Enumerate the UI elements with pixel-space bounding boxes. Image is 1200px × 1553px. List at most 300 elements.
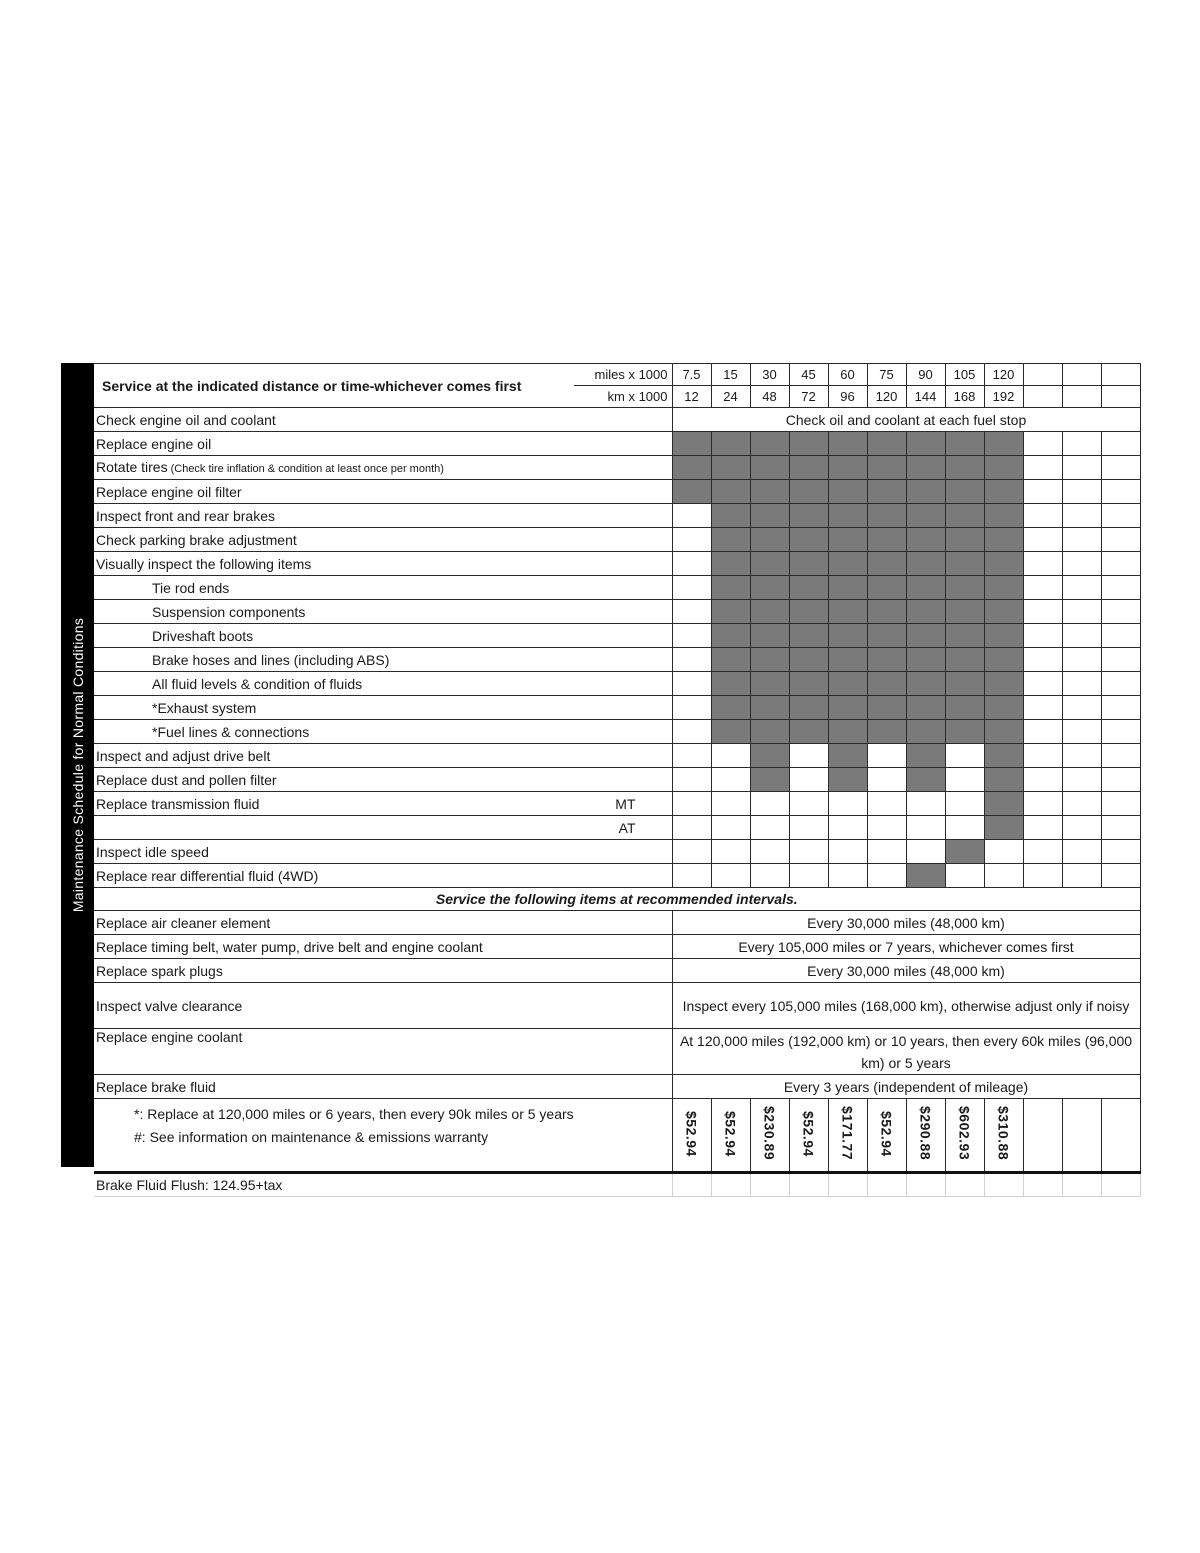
service-row-label: Replace engine oil xyxy=(94,432,672,456)
empty-cell xyxy=(711,864,750,888)
section-heading-row xyxy=(94,888,1140,911)
service-row-label: Inspect front and rear brakes xyxy=(94,504,672,528)
shaded-cell xyxy=(711,672,750,696)
interval-row xyxy=(94,1029,1140,1075)
service-row-label: Replace rear differential fluid (4WD) xyxy=(94,864,672,888)
empty-cell xyxy=(672,792,711,816)
service-row-label: Brake hoses and lines (including ABS) xyxy=(94,648,672,672)
service-row xyxy=(94,456,1140,480)
shaded-cell xyxy=(984,624,1023,648)
service-row-label: Suspension components xyxy=(94,600,672,624)
empty-cell xyxy=(1101,696,1140,720)
empty-cell xyxy=(906,840,945,864)
service-row xyxy=(94,648,1140,672)
empty-cell xyxy=(1062,528,1101,552)
empty-cell xyxy=(1062,552,1101,576)
empty-cell xyxy=(672,816,711,840)
price-cell xyxy=(711,1099,750,1173)
service-row xyxy=(94,600,1140,624)
shaded-cell xyxy=(828,696,867,720)
shaded-cell xyxy=(750,624,789,648)
empty-cell xyxy=(828,864,867,888)
service-row xyxy=(94,504,1140,528)
shaded-cell xyxy=(867,504,906,528)
maintenance-schedule-table xyxy=(94,363,1141,1197)
mt-label: MT xyxy=(615,795,636,812)
empty-cell xyxy=(945,864,984,888)
price-cell xyxy=(906,1099,945,1173)
shaded-cell xyxy=(945,576,984,600)
shaded-cell xyxy=(711,480,750,504)
service-row-label xyxy=(94,456,672,480)
shaded-cell xyxy=(906,552,945,576)
empty-cell xyxy=(1101,624,1140,648)
shaded-cell xyxy=(867,720,906,744)
check-oil-row xyxy=(94,408,1140,432)
empty-cell xyxy=(1023,648,1062,672)
empty-cell xyxy=(1101,504,1140,528)
empty-cell xyxy=(1023,768,1062,792)
shaded-cell xyxy=(984,576,1023,600)
shaded-cell xyxy=(867,552,906,576)
price-cell xyxy=(984,1099,1023,1173)
interval-row xyxy=(94,983,1140,1029)
interval-row-label: Inspect valve clearance xyxy=(94,983,672,1029)
empty-cell xyxy=(867,768,906,792)
empty-cell xyxy=(1062,1099,1101,1173)
shaded-cell xyxy=(789,720,828,744)
empty-cell xyxy=(1062,864,1101,888)
empty-cell xyxy=(1101,1173,1140,1197)
empty-cell xyxy=(1023,576,1062,600)
service-row xyxy=(94,768,1140,792)
empty-cell xyxy=(789,864,828,888)
empty-cell xyxy=(1101,600,1140,624)
shaded-cell xyxy=(789,432,828,456)
shaded-cell xyxy=(828,552,867,576)
empty-cell xyxy=(750,840,789,864)
shaded-cell xyxy=(789,648,828,672)
interval-row-label: Replace air cleaner element xyxy=(94,911,672,935)
shaded-cell xyxy=(789,552,828,576)
shaded-cell xyxy=(711,696,750,720)
price-cell xyxy=(828,1099,867,1173)
empty-cell xyxy=(1062,792,1101,816)
empty-cell xyxy=(1062,504,1101,528)
interval-text: At 120,000 miles (192,000 km) or 10 years, then every 60k miles (96,000 km) or 5 years xyxy=(672,1029,1140,1075)
empty-cell xyxy=(711,1173,750,1197)
price-cell xyxy=(672,1099,711,1173)
empty-cell xyxy=(906,792,945,816)
empty-cell xyxy=(1062,696,1101,720)
shaded-cell xyxy=(945,624,984,648)
empty-cell xyxy=(1023,696,1062,720)
empty-cell xyxy=(750,816,789,840)
empty-cell xyxy=(1062,648,1101,672)
shaded-cell xyxy=(906,576,945,600)
service-row xyxy=(94,864,1140,888)
shaded-cell xyxy=(906,600,945,624)
section-heading: Service the following items at recommended intervals. xyxy=(94,888,1140,911)
price-value: $52.94 xyxy=(722,1110,739,1157)
shaded-cell xyxy=(945,696,984,720)
shaded-cell xyxy=(828,576,867,600)
empty-cell xyxy=(1062,432,1101,456)
empty-cell xyxy=(984,864,1023,888)
empty-cell xyxy=(1101,364,1140,386)
empty-cell xyxy=(1062,1173,1101,1197)
price-value: $602.93 xyxy=(956,1106,973,1161)
shaded-cell xyxy=(984,816,1023,840)
schedule-header-title: Service at the indicated distance or time-whichever comes first xyxy=(94,364,574,408)
service-row xyxy=(94,696,1140,720)
empty-cell xyxy=(672,600,711,624)
shaded-cell xyxy=(945,432,984,456)
empty-cell xyxy=(945,816,984,840)
interval-row xyxy=(94,1075,1140,1099)
empty-cell xyxy=(828,1173,867,1197)
empty-cell xyxy=(672,768,711,792)
km-cell: 24 xyxy=(711,386,750,408)
shaded-cell xyxy=(867,528,906,552)
empty-cell xyxy=(1023,816,1062,840)
empty-cell xyxy=(750,792,789,816)
shaded-cell xyxy=(789,480,828,504)
shaded-cell xyxy=(984,768,1023,792)
miles-cell: 15 xyxy=(711,364,750,386)
empty-cell xyxy=(945,744,984,768)
empty-cell xyxy=(1023,864,1062,888)
shaded-cell xyxy=(750,504,789,528)
service-row xyxy=(94,744,1140,768)
empty-cell xyxy=(1062,624,1101,648)
row-label: Replace transmission fluid xyxy=(96,795,260,812)
service-row xyxy=(94,552,1140,576)
empty-cell xyxy=(1101,480,1140,504)
empty-cell xyxy=(1023,600,1062,624)
empty-cell xyxy=(789,840,828,864)
footnote-star: *: Replace at 120,000 miles or 6 years, then every 90k miles or 5 years xyxy=(134,1106,574,1122)
empty-cell xyxy=(672,528,711,552)
service-row xyxy=(94,840,1140,864)
empty-cell xyxy=(1023,528,1062,552)
empty-cell xyxy=(750,1173,789,1197)
empty-cell xyxy=(1023,624,1062,648)
empty-cell xyxy=(1101,1099,1140,1173)
miles-cell: 105 xyxy=(945,364,984,386)
shaded-cell xyxy=(789,456,828,480)
shaded-cell xyxy=(867,480,906,504)
price-cell xyxy=(789,1099,828,1173)
empty-cell xyxy=(1023,744,1062,768)
interval-text: Every 3 years (independent of mileage) xyxy=(672,1075,1140,1099)
shaded-cell xyxy=(984,744,1023,768)
shaded-cell xyxy=(750,768,789,792)
miles-cell: 60 xyxy=(828,364,867,386)
service-row-label: Replace dust and pollen filter xyxy=(94,768,672,792)
price-value: $171.77 xyxy=(839,1106,856,1161)
shaded-cell xyxy=(906,480,945,504)
interval-text: Inspect every 105,000 miles (168,000 km), otherwise adjust only if noisy xyxy=(672,983,1140,1029)
empty-cell xyxy=(1023,1099,1062,1173)
shaded-cell xyxy=(945,720,984,744)
price-cell xyxy=(867,1099,906,1173)
empty-cell xyxy=(1062,744,1101,768)
empty-cell xyxy=(867,864,906,888)
shaded-cell xyxy=(945,672,984,696)
empty-cell xyxy=(1062,672,1101,696)
shaded-cell xyxy=(945,840,984,864)
km-cell: 72 xyxy=(789,386,828,408)
empty-cell xyxy=(1101,528,1140,552)
shaded-cell xyxy=(711,504,750,528)
empty-cell xyxy=(867,1173,906,1197)
service-row xyxy=(94,528,1140,552)
row-note: (Check tire inflation & condition at least once per month) xyxy=(170,462,444,475)
empty-cell xyxy=(1062,364,1101,386)
shaded-cell xyxy=(984,600,1023,624)
shaded-cell xyxy=(828,504,867,528)
service-row-label: AT xyxy=(94,816,672,840)
shaded-cell xyxy=(711,528,750,552)
empty-cell xyxy=(945,792,984,816)
empty-cell xyxy=(1101,672,1140,696)
service-row xyxy=(94,480,1140,504)
shaded-cell xyxy=(906,504,945,528)
service-row-label: *Fuel lines & connections xyxy=(94,720,672,744)
empty-cell xyxy=(1023,840,1062,864)
miles-cell: 75 xyxy=(867,364,906,386)
km-cell: 192 xyxy=(984,386,1023,408)
shaded-cell xyxy=(984,672,1023,696)
empty-cell xyxy=(1101,816,1140,840)
shaded-cell xyxy=(828,744,867,768)
shaded-cell xyxy=(906,672,945,696)
empty-cell xyxy=(1023,792,1062,816)
shaded-cell xyxy=(711,432,750,456)
shaded-cell xyxy=(789,672,828,696)
price-cell xyxy=(750,1099,789,1173)
shaded-cell xyxy=(906,648,945,672)
empty-cell xyxy=(906,816,945,840)
shaded-cell xyxy=(945,552,984,576)
interval-text: Every 105,000 miles or 7 years, whichever comes first xyxy=(672,935,1140,959)
empty-cell xyxy=(672,1173,711,1197)
empty-cell xyxy=(1101,768,1140,792)
empty-cell xyxy=(1101,792,1140,816)
service-row-label: Driveshaft boots xyxy=(94,624,672,648)
empty-cell xyxy=(1101,456,1140,480)
interval-row xyxy=(94,911,1140,935)
shaded-cell xyxy=(750,480,789,504)
shaded-cell xyxy=(828,528,867,552)
shaded-cell xyxy=(984,696,1023,720)
shaded-cell xyxy=(789,576,828,600)
miles-cell: 30 xyxy=(750,364,789,386)
shaded-cell xyxy=(906,864,945,888)
empty-cell xyxy=(789,768,828,792)
row-label: Check engine oil and coolant xyxy=(94,408,672,432)
shaded-cell xyxy=(867,672,906,696)
interval-row xyxy=(94,959,1140,983)
empty-cell xyxy=(867,792,906,816)
empty-cell xyxy=(1101,552,1140,576)
shaded-cell xyxy=(945,600,984,624)
empty-cell xyxy=(984,1173,1023,1197)
shaded-cell xyxy=(867,648,906,672)
shaded-cell xyxy=(711,600,750,624)
empty-cell xyxy=(672,552,711,576)
empty-cell xyxy=(1023,364,1062,386)
empty-cell xyxy=(1101,432,1140,456)
brake-fluid-flush-note: Brake Fluid Flush: 124.95+tax xyxy=(94,1173,672,1197)
notes-prices-row xyxy=(94,1099,1140,1173)
interval-row-label: Replace engine coolant xyxy=(94,1029,672,1075)
shaded-cell xyxy=(906,528,945,552)
empty-cell xyxy=(672,744,711,768)
shaded-cell xyxy=(984,528,1023,552)
miles-unit-label: miles x 1000 xyxy=(574,364,672,386)
empty-cell xyxy=(1101,864,1140,888)
shaded-cell xyxy=(906,432,945,456)
service-row-label: Inspect idle speed xyxy=(94,840,672,864)
shaded-cell xyxy=(867,696,906,720)
empty-cell xyxy=(672,648,711,672)
price-value: $310.88 xyxy=(995,1106,1012,1161)
price-value: $52.94 xyxy=(800,1110,817,1157)
price-cell xyxy=(945,1099,984,1173)
footnote-hash: #: See information on maintenance & emissions warranty xyxy=(134,1129,489,1145)
shaded-cell xyxy=(945,504,984,528)
empty-cell xyxy=(906,1173,945,1197)
empty-cell xyxy=(1062,816,1101,840)
empty-cell xyxy=(1062,720,1101,744)
shaded-cell xyxy=(867,432,906,456)
shaded-cell xyxy=(711,456,750,480)
shaded-cell xyxy=(906,696,945,720)
empty-cell xyxy=(945,768,984,792)
empty-cell xyxy=(1023,504,1062,528)
check-oil-note: Check oil and coolant at each fuel stop xyxy=(672,408,1140,432)
empty-cell xyxy=(672,576,711,600)
empty-cell xyxy=(789,744,828,768)
empty-cell xyxy=(1023,1173,1062,1197)
empty-cell xyxy=(1101,648,1140,672)
empty-cell xyxy=(672,624,711,648)
empty-cell xyxy=(828,840,867,864)
shaded-cell xyxy=(750,696,789,720)
shaded-cell xyxy=(906,768,945,792)
empty-cell xyxy=(672,696,711,720)
empty-cell xyxy=(711,768,750,792)
miles-cell: 45 xyxy=(789,364,828,386)
empty-cell xyxy=(1062,386,1101,408)
empty-cell xyxy=(711,816,750,840)
empty-cell xyxy=(1023,552,1062,576)
service-row xyxy=(94,576,1140,600)
empty-cell xyxy=(1023,480,1062,504)
shaded-cell xyxy=(672,480,711,504)
empty-cell xyxy=(945,1173,984,1197)
empty-cell xyxy=(672,840,711,864)
service-row xyxy=(94,816,1140,840)
empty-cell xyxy=(1101,840,1140,864)
shaded-cell xyxy=(789,696,828,720)
shaded-cell xyxy=(984,480,1023,504)
empty-cell xyxy=(672,504,711,528)
empty-cell xyxy=(789,1173,828,1197)
empty-cell xyxy=(828,792,867,816)
shaded-cell xyxy=(672,456,711,480)
price-value: $52.94 xyxy=(878,1110,895,1157)
empty-cell xyxy=(1023,720,1062,744)
shaded-cell xyxy=(750,552,789,576)
empty-cell xyxy=(1062,600,1101,624)
service-row-label: Check parking brake adjustment xyxy=(94,528,672,552)
empty-cell xyxy=(984,840,1023,864)
km-cell: 120 xyxy=(867,386,906,408)
shaded-cell xyxy=(750,648,789,672)
empty-cell xyxy=(1062,840,1101,864)
empty-cell xyxy=(867,744,906,768)
shaded-cell xyxy=(789,528,828,552)
km-cell: 48 xyxy=(750,386,789,408)
service-row-label: Replace engine oil filter xyxy=(94,480,672,504)
km-cell: 144 xyxy=(906,386,945,408)
empty-cell xyxy=(867,840,906,864)
footer-row xyxy=(94,1173,1140,1197)
empty-cell xyxy=(828,816,867,840)
shaded-cell xyxy=(867,600,906,624)
miles-cell: 7.5 xyxy=(672,364,711,386)
km-cell: 12 xyxy=(672,386,711,408)
shaded-cell xyxy=(789,600,828,624)
shaded-cell xyxy=(906,720,945,744)
shaded-cell xyxy=(828,768,867,792)
miles-cell: 120 xyxy=(984,364,1023,386)
empty-cell xyxy=(1101,720,1140,744)
shaded-cell xyxy=(984,552,1023,576)
shaded-cell xyxy=(828,720,867,744)
empty-cell xyxy=(1062,576,1101,600)
shaded-cell xyxy=(750,432,789,456)
shaded-cell xyxy=(984,456,1023,480)
empty-cell xyxy=(789,792,828,816)
empty-cell xyxy=(711,792,750,816)
interval-row xyxy=(94,935,1140,959)
empty-cell xyxy=(711,840,750,864)
service-row-label: All fluid levels & condition of fluids xyxy=(94,672,672,696)
empty-cell xyxy=(1062,456,1101,480)
shaded-cell xyxy=(828,456,867,480)
shaded-cell xyxy=(828,600,867,624)
shaded-cell xyxy=(711,552,750,576)
price-value: $52.94 xyxy=(683,1110,700,1157)
service-row xyxy=(94,792,1140,816)
price-value: $290.88 xyxy=(917,1106,934,1161)
service-row xyxy=(94,672,1140,696)
shaded-cell xyxy=(867,456,906,480)
km-cell: 168 xyxy=(945,386,984,408)
sidebar-title: Maintenance Schedule for Normal Conditions xyxy=(69,617,86,913)
interval-text: Every 30,000 miles (48,000 km) xyxy=(672,959,1140,983)
row-label: Rotate tires xyxy=(96,458,168,475)
shaded-cell xyxy=(945,528,984,552)
price-value: $230.89 xyxy=(761,1106,778,1161)
shaded-cell xyxy=(672,432,711,456)
empty-cell xyxy=(672,672,711,696)
service-row-label: Visually inspect the following items xyxy=(94,552,672,576)
